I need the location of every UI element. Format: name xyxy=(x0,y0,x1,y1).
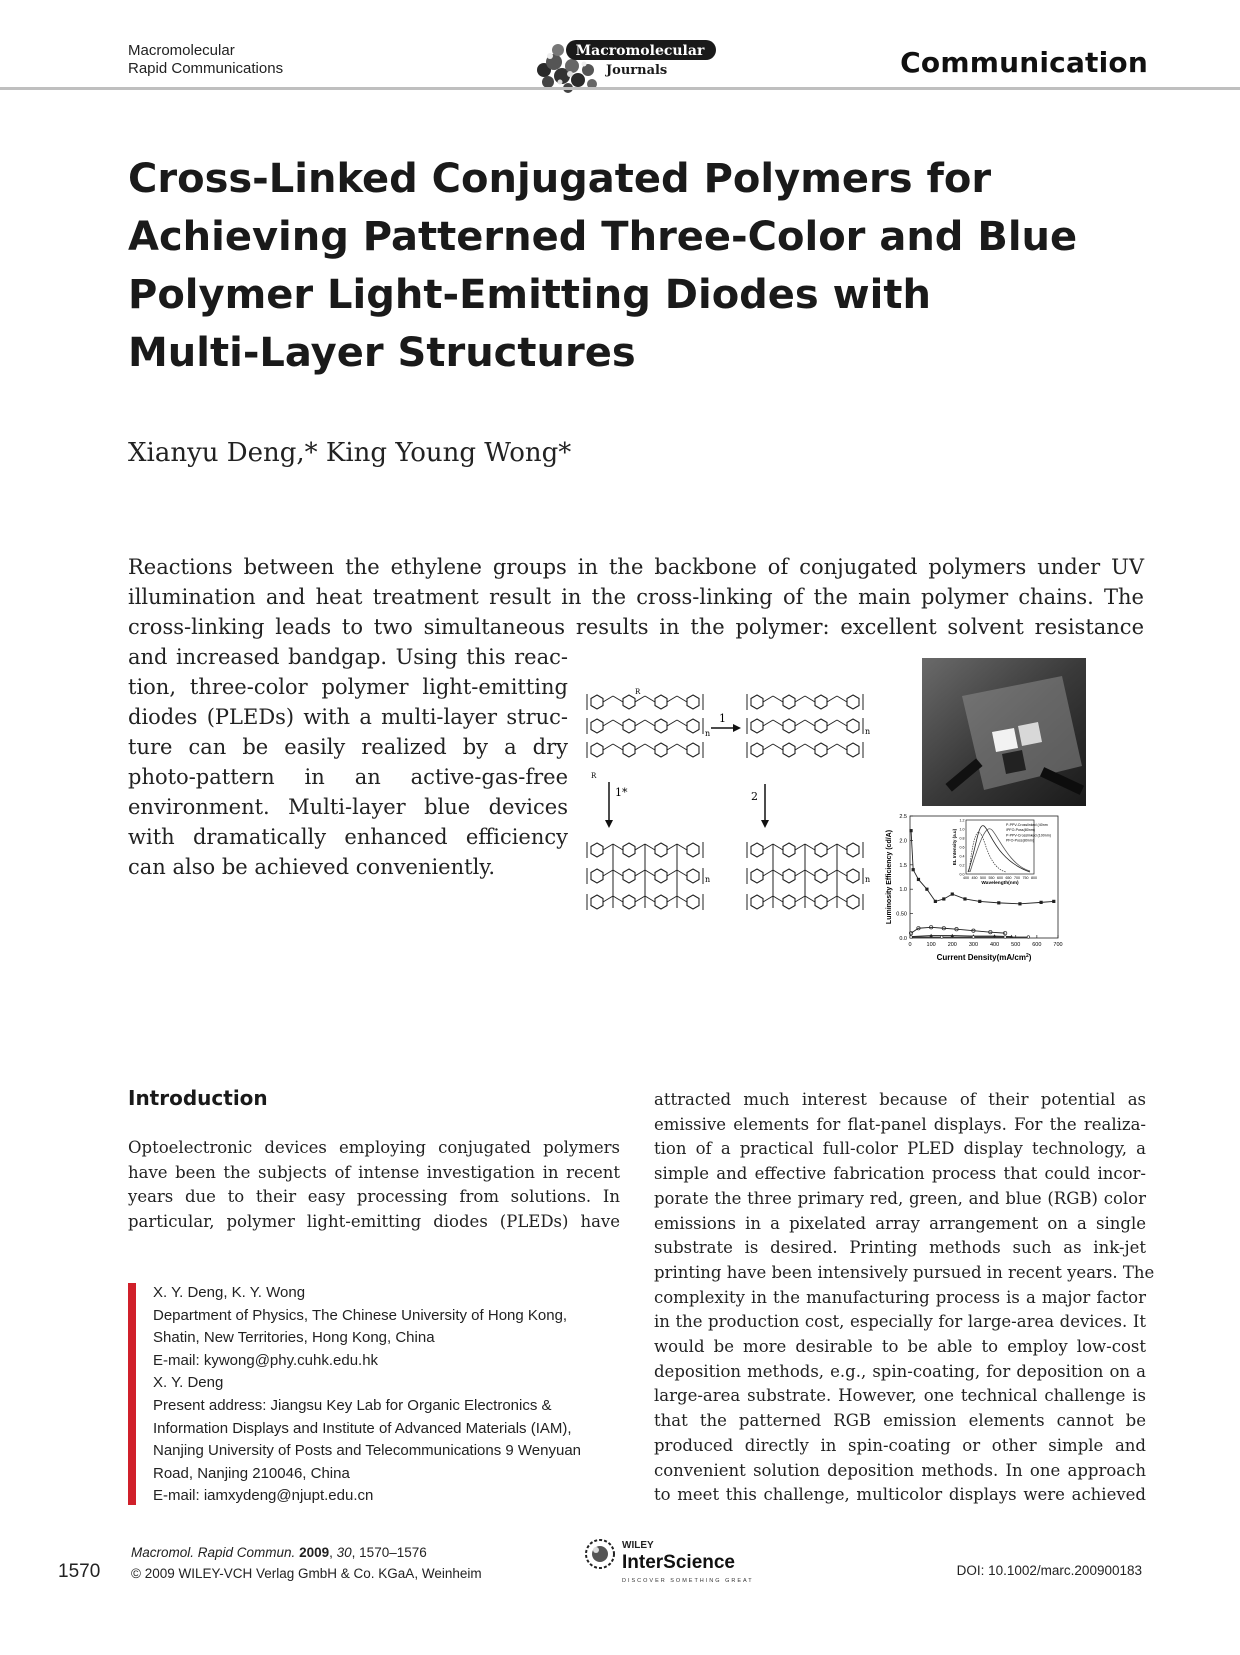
data-point xyxy=(1052,900,1055,903)
citation-volume: 30 xyxy=(336,1545,352,1560)
text-line: convenient solution deposition methods. In one approach xyxy=(654,1460,1146,1480)
svg-text:R: R xyxy=(591,772,597,780)
scheme-label-1star: 1* xyxy=(615,786,628,799)
data-point xyxy=(940,936,943,939)
text-line: in the production cost, especially for large-area devices. It xyxy=(654,1312,1146,1332)
inset-y-tick-label: 0.6 xyxy=(959,845,965,850)
data-point xyxy=(972,936,975,939)
x-tick-label: 600 xyxy=(1032,942,1042,948)
article-type: Communication xyxy=(900,46,1148,79)
affiliation-line: Road, Nanjing 210046, China xyxy=(153,1464,350,1482)
x-tick-label: 300 xyxy=(968,942,979,948)
data-point xyxy=(925,888,928,891)
data-point xyxy=(912,868,915,871)
intro-left-column xyxy=(128,1136,620,1235)
polymer-network-crosslinked-2 xyxy=(747,842,870,910)
intro-right-column xyxy=(654,1088,1155,1508)
abstract-line: illumination and heat treatment result in the cross-linking of the main polymer chains. The xyxy=(128,585,1144,609)
logo-line2: Journals xyxy=(606,63,668,78)
affiliation-line: Nanjing University of Posts and Telecommunications 9 Wenyuan xyxy=(153,1442,581,1460)
inset-x-tick-label: 750 xyxy=(1022,876,1029,880)
doi[interactable]: DOI: 10.1002/marc.200900183 xyxy=(956,1563,1142,1578)
affiliation-email-2[interactable]: E-mail: iamxydeng@njupt.edu.cn xyxy=(153,1487,374,1505)
text-line: emissions in a pixelated array arrangement on a single xyxy=(654,1213,1146,1233)
data-point xyxy=(1027,936,1030,939)
affiliation-line: Information Displays and Institute of Advanced Materials (IAM), xyxy=(153,1419,572,1437)
inset-legend-entry: P-PPV-Crosslinked (100nm) xyxy=(1006,833,1051,838)
text-line: produced directly in spin-coating or other simple and xyxy=(654,1435,1146,1455)
scheme-label-1: 1 xyxy=(719,712,726,725)
citation-block xyxy=(131,1542,482,1584)
inset-x-tick-label: 650 xyxy=(1005,876,1012,880)
scheme-label-2: 2 xyxy=(751,790,758,803)
svg-text:n: n xyxy=(865,875,871,884)
abstract-line: tion, three-color polymer light-emitting xyxy=(128,675,568,699)
journal-name-line2: Rapid Communications xyxy=(128,60,284,77)
abstract-line: Reactions between the ethylene groups in the backbone of conjugated polymers under UV xyxy=(128,555,1144,579)
citation-pages: , 1570–1576 xyxy=(351,1545,427,1560)
y-tick-label: 0.50 xyxy=(896,911,907,918)
y-tick-label: 2.5 xyxy=(899,814,907,820)
text-line: to meet this challenge, multicolor displays were achieved xyxy=(654,1485,1146,1505)
globe-icon xyxy=(586,1540,614,1568)
data-point xyxy=(909,829,912,832)
text-line: complexity in the manufacturing process is a major factor xyxy=(654,1287,1146,1307)
dark-pixel xyxy=(1002,750,1026,774)
inset-y-tick-label: 0.0 xyxy=(959,872,965,877)
text-line: attracted much interest because of their potential as xyxy=(654,1090,1146,1109)
abstract-line: ture can be easily realized by a dry xyxy=(128,735,568,759)
logo-line1: Macromolecular xyxy=(575,43,705,59)
text-line: simple and effective fabrication process that could incor- xyxy=(654,1164,1146,1184)
abstract-line: environment. Multi-layer blue devices xyxy=(128,795,568,819)
data-point xyxy=(1004,936,1007,939)
journal-name-line1: Macromolecular xyxy=(128,42,235,59)
y-tick-label: 1.5 xyxy=(899,862,907,869)
series-line xyxy=(911,936,1011,937)
y-tick-label: 1.0 xyxy=(899,887,907,894)
data-point xyxy=(917,878,920,881)
abstract-line: diodes (PLEDs) with a multi-layer struc- xyxy=(128,705,568,729)
author-affiliations xyxy=(153,1282,581,1508)
affiliation-line: Department of Physics, The Chinese University of Hong Kong, xyxy=(153,1306,568,1324)
citation-line: Macromol. Rapid Commun. 2009, 30, 1570–1576 xyxy=(131,1545,427,1560)
inset-x-tick-label: 550 xyxy=(988,876,995,880)
data-point xyxy=(1018,902,1021,905)
abstract-line: cross-linking leads to two simultaneous results in the polymer: excellent solvent resistance xyxy=(128,615,1144,639)
y-tick-label: 0.0 xyxy=(899,936,907,942)
inset-x-tick-label: 450 xyxy=(971,876,978,880)
text-line: would be more desirable to be able to employ low-cost xyxy=(654,1337,1146,1357)
inset-x-tick-label: 800 xyxy=(1031,876,1037,880)
inset-y-tick-label: 0.8 xyxy=(959,836,965,841)
logo-interscience: InterScience xyxy=(622,1552,735,1573)
affiliation-line: X. Y. Deng, K. Y. Wong xyxy=(153,1284,306,1301)
polymer-network-crosslinked-1 xyxy=(587,842,710,910)
affiliation-line: X. Y. Deng xyxy=(153,1374,224,1392)
data-point xyxy=(997,901,1000,904)
macromolecular-journals-logo xyxy=(530,26,720,94)
data-point xyxy=(934,900,937,903)
authors: Xianyu Deng,* King Young Wong* xyxy=(128,438,572,468)
text-line: large-area substrate. However, one technical challenge is xyxy=(654,1386,1146,1406)
page-number: 1570 xyxy=(58,1561,101,1582)
data-point xyxy=(942,897,945,900)
text-line: have been the subjects of intense investigation in recent xyxy=(128,1162,620,1182)
y-axis-label: Luminosity Efficiency (cd/A) xyxy=(886,829,893,925)
wiley-interscience-logo[interactable] xyxy=(578,1532,778,1590)
affiliation-bar xyxy=(128,1283,136,1505)
article-title xyxy=(128,150,1108,382)
inset-legend-entry: /PFO-Poss(80nm) xyxy=(1006,828,1035,833)
inset-y-tick-label: 0.4 xyxy=(959,854,965,859)
abstract-line: photo-pattern in an active-gas-free xyxy=(128,765,568,789)
text-line: porate the three primary red, green, and blue (RGB) color xyxy=(654,1188,1146,1208)
citation-journal: Macromol. Rapid Commun. xyxy=(131,1545,296,1560)
text-line: substrate is desired. Printing methods such as ink-jet xyxy=(654,1238,1146,1258)
logo-tagline: DISCOVER SOMETHING GREAT xyxy=(622,1578,754,1584)
text-line: emissive elements for flat-panel displays. For the realiza- xyxy=(654,1114,1146,1134)
data-point xyxy=(951,892,954,895)
polymer-chains-partial xyxy=(747,694,870,758)
scheme-label-n: n xyxy=(705,729,711,738)
chart-inset xyxy=(952,818,1051,886)
text-line: that the patterned RGB emission elements cannot be xyxy=(654,1411,1146,1431)
abstract-line: with dramatically enhanced efficiency xyxy=(128,825,568,849)
inset-x-tick-label: 600 xyxy=(997,876,1003,880)
title-line: Cross-Linked Conjugated Polymers for xyxy=(128,156,992,202)
x-axis-label: Current $Density(mA/cm^2)$ xyxy=(936,953,1032,962)
inset-x-tick-label: 700 xyxy=(1014,876,1020,880)
inset-x-axis-label: Wavelength(nm) xyxy=(981,881,1019,886)
x-tick-label: 500 xyxy=(1011,942,1021,948)
emitting-pixel-2 xyxy=(1018,722,1042,746)
title-line: Polymer Light-Emitting Diodes with xyxy=(128,272,931,318)
crosslinking-scheme xyxy=(585,688,885,966)
x-tick-label: 400 xyxy=(989,942,1000,948)
inset-legend-entry: P-PPV-Crosslinked (40nm xyxy=(1006,823,1048,827)
title-line: Multi-Layer Structures xyxy=(128,330,636,376)
header-rule xyxy=(0,87,1240,90)
inset-y-tick-label: 1.2 xyxy=(959,818,965,823)
text-line: printing have been intensively pursued in recent years. The xyxy=(654,1262,1155,1282)
text-line: deposition methods, e.g., spin-coating, for deposition on a xyxy=(654,1361,1146,1381)
text-line: years due to their easy processing from solutions. In xyxy=(128,1187,620,1207)
x-tick-label: 100 xyxy=(926,942,936,948)
inset-y-axis-label: EL Intensity (a.u) xyxy=(952,828,957,866)
polymer-chains-initial xyxy=(587,688,710,780)
y-tick-label: 2.0 xyxy=(899,838,907,845)
emitting-pixel-1 xyxy=(992,728,1018,752)
affiliation-line: Shatin, New Territories, Hong Kong, China xyxy=(153,1329,435,1347)
section-heading-introduction: Introduction xyxy=(128,1086,268,1110)
data-point xyxy=(978,900,981,903)
journal-name xyxy=(128,42,283,78)
device-photo xyxy=(922,658,1086,806)
logo-wiley: WILEY xyxy=(622,1540,654,1551)
inset-y-tick-label: 1.0 xyxy=(959,827,965,832)
affiliation-line: Present address: Jiangsu Key Lab for Organic Electronics & xyxy=(153,1396,552,1414)
data-point xyxy=(963,897,966,900)
data-point xyxy=(910,936,913,939)
inset-legend-entry: PFO-Poss(80nm) xyxy=(1006,838,1034,843)
efficiency-chart xyxy=(882,812,1100,1020)
svg-text:n: n xyxy=(865,727,871,736)
abstract-line: can also be achieved conveniently. xyxy=(128,855,496,879)
text-line: tion of a practical full-color PLED display technology, a xyxy=(654,1139,1146,1159)
inset-x-tick-label: 500 xyxy=(980,876,986,880)
inset-y-tick-label: 0.2 xyxy=(959,863,965,868)
svg-text:n: n xyxy=(705,875,711,884)
copyright: © 2009 WILEY-VCH Verlag GmbH & Co. KGaA, Weinheim xyxy=(131,1566,482,1581)
x-tick-label: 0 xyxy=(908,942,912,948)
citation-year: 2009 xyxy=(299,1545,330,1560)
data-point xyxy=(1039,901,1042,904)
text-line: particular, polymer light-emitting diodes (PLEDs) have xyxy=(128,1212,620,1232)
abstract-line: and increased bandgap. Using this reac- xyxy=(128,645,568,669)
affiliation-email-1[interactable]: E-mail: kywong@phy.cuhk.edu.hk xyxy=(153,1351,379,1369)
title-line: Achieving Patterned Three-Color and Blue xyxy=(128,214,1078,260)
inset-x-tick-label: 400 xyxy=(963,876,969,880)
x-tick-label: 700 xyxy=(1053,942,1063,948)
text-line: Optoelectronic devices employing conjugated polymers xyxy=(128,1138,620,1157)
scheme-label-r: R xyxy=(635,688,641,696)
x-tick-label: 200 xyxy=(947,942,957,948)
